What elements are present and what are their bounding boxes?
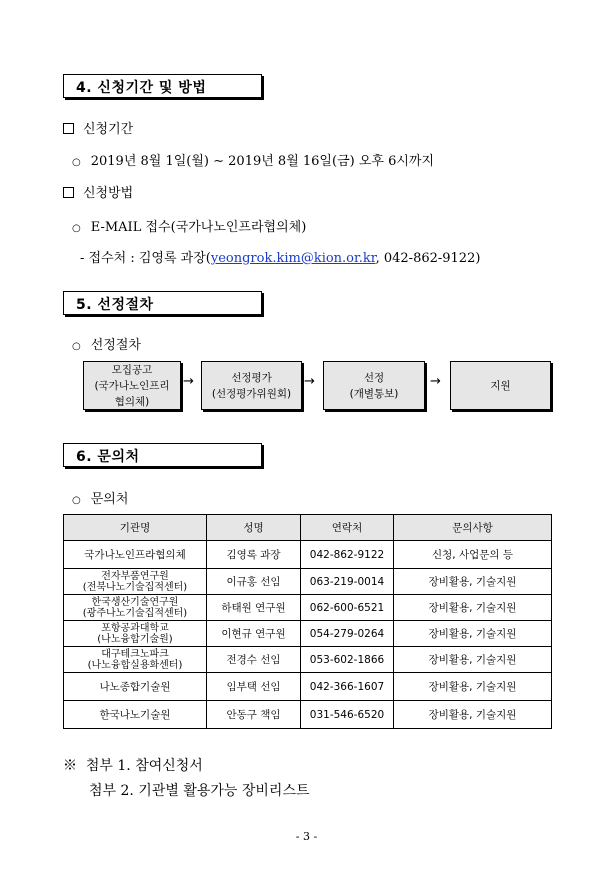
name-cell: 임부택 선임 [207, 673, 301, 701]
selection-heading-line [72, 334, 141, 353]
org-name: 전자부품연구원 [101, 570, 169, 582]
contact-email-link[interactable]: yeongrok.kim@kion.or.kr [210, 251, 376, 266]
table-row [64, 701, 552, 729]
table-header-row [64, 515, 552, 541]
page-number: - 3 - [295, 830, 318, 843]
org-name: 나노종합기술원 [99, 681, 171, 693]
column-header: 연락처 [301, 515, 394, 541]
topic-cell: 장비활용, 기술지원 [394, 621, 552, 647]
phone-cell: 062-600-6521 [301, 595, 394, 621]
attachment-line-2 [89, 780, 310, 800]
section4-title: 4. 신청기간 및 방법 [76, 80, 207, 96]
phone-cell: 042-366-1607 [301, 673, 394, 701]
method-heading: 신청방법 [83, 186, 134, 201]
flow-step-detail: 협의체) [114, 395, 150, 408]
flow-step-detail: (선정평가위원회) [211, 387, 292, 400]
org-subname: (나노융합실용화센터) [87, 659, 183, 671]
arrow-right-icon: → [430, 374, 441, 389]
inquiry-heading-line [72, 488, 128, 507]
period-text: 2019년 8월 1일(월) ∼ 2019년 8월 16일(금) 오후 6시까지 [90, 154, 435, 169]
table-row [64, 621, 552, 647]
topic-cell: 신청, 사업문의 등 [394, 541, 552, 569]
contact-line [80, 247, 480, 266]
bullet-circle-icon: ○ [72, 223, 81, 234]
inquiry-heading: 문의처 [90, 492, 129, 507]
name-cell: 안동구 책임 [207, 701, 301, 729]
phone-cell: 031-546-6520 [301, 701, 394, 729]
org-cell [64, 541, 207, 569]
org-cell [64, 701, 207, 729]
name-cell: 하태원 연구원 [207, 595, 301, 621]
table-row [64, 595, 552, 621]
phone-cell: 042-862-9122 [301, 541, 394, 569]
table-row [64, 673, 552, 701]
period-heading-line [63, 118, 133, 137]
topic-cell: 장비활용, 기술지원 [394, 701, 552, 729]
flow-step-evaluation [201, 361, 302, 410]
name-cell: 김영록 과장 [207, 541, 301, 569]
phone-cell: 063-219-0014 [301, 569, 394, 595]
bullet-circle-icon: ○ [72, 341, 81, 352]
attachment-item: 첨부 2. 기관별 활용가능 장비리스트 [89, 783, 310, 799]
name-cell: 이현규 연구원 [207, 621, 301, 647]
org-cell [64, 595, 207, 621]
contact-prefix: - 접수처 : 김영록 과장( [80, 251, 211, 266]
section6-title: 6. 문의처 [76, 449, 140, 465]
flow-step-label: 선정 [363, 371, 385, 384]
org-cell [64, 621, 207, 647]
attachment-line-1 [63, 755, 203, 775]
phone-cell: 053-602-1866 [301, 647, 394, 673]
flow-step-detail: (국가나노인프리 [94, 379, 170, 392]
table-row [64, 569, 552, 595]
org-subname: (전북나노기술집적센터) [82, 581, 188, 593]
period-line [72, 150, 434, 169]
org-name: 포항공과대학교 [101, 622, 169, 634]
reference-mark-icon: ※ [63, 758, 77, 774]
org-cell [64, 647, 207, 673]
section5-header [63, 291, 262, 315]
method-line [72, 216, 306, 235]
attachment-item: 첨부 1. 참여신청서 [85, 758, 203, 774]
column-header: 문의사항 [394, 515, 552, 541]
section4-header [63, 74, 262, 98]
table-row [64, 541, 552, 569]
topic-cell: 장비활용, 기술지원 [394, 595, 552, 621]
section5-title: 5. 선정절차 [76, 297, 154, 313]
contact-table [63, 514, 552, 729]
org-name: 국가나노인프라협의체 [84, 549, 186, 561]
org-cell [64, 673, 207, 701]
bullet-circle-icon: ○ [72, 157, 81, 168]
arrow-right-icon: → [183, 374, 194, 389]
name-cell: 전경수 선임 [207, 647, 301, 673]
flow-step-announcement [83, 361, 181, 410]
bullet-circle-icon: ○ [72, 495, 81, 506]
column-header: 기관명 [64, 515, 207, 541]
org-name: 대구테크노파크 [101, 648, 169, 660]
name-cell: 이규홍 선임 [207, 569, 301, 595]
period-heading: 신청기간 [83, 122, 134, 137]
topic-cell: 장비활용, 기술지원 [394, 673, 552, 701]
org-subname: (광주나노기술집적센터) [82, 607, 188, 619]
org-cell [64, 569, 207, 595]
selection-heading: 선정절차 [90, 338, 141, 353]
topic-cell: 장비활용, 기술지원 [394, 569, 552, 595]
flow-step-label: 선정평가 [231, 371, 272, 384]
flow-step-label: 모집공고 [111, 363, 153, 376]
org-name: 한국생산기술연구원 [91, 596, 179, 608]
checkbox-square-icon [63, 123, 74, 134]
flow-step-detail: (개별통보) [349, 387, 399, 400]
contact-suffix: , 042-862-9122) [375, 251, 481, 266]
table-row [64, 647, 552, 673]
method-heading-line [63, 182, 133, 201]
checkbox-square-icon [63, 187, 74, 198]
flow-step-label: 지원 [490, 379, 511, 392]
arrow-right-icon: → [304, 374, 315, 389]
phone-cell: 054-279-0264 [301, 621, 394, 647]
org-name: 한국나노기술원 [99, 709, 171, 721]
section6-header [63, 443, 262, 467]
flow-step-support [450, 361, 551, 410]
flow-step-selection [323, 361, 425, 410]
org-subname: (나노융합기술원) [97, 633, 173, 645]
topic-cell: 장비활용, 기술지원 [394, 647, 552, 673]
column-header: 성명 [207, 515, 301, 541]
method-text: E-MAIL 접수(국가나노인프라협의체) [90, 220, 307, 235]
